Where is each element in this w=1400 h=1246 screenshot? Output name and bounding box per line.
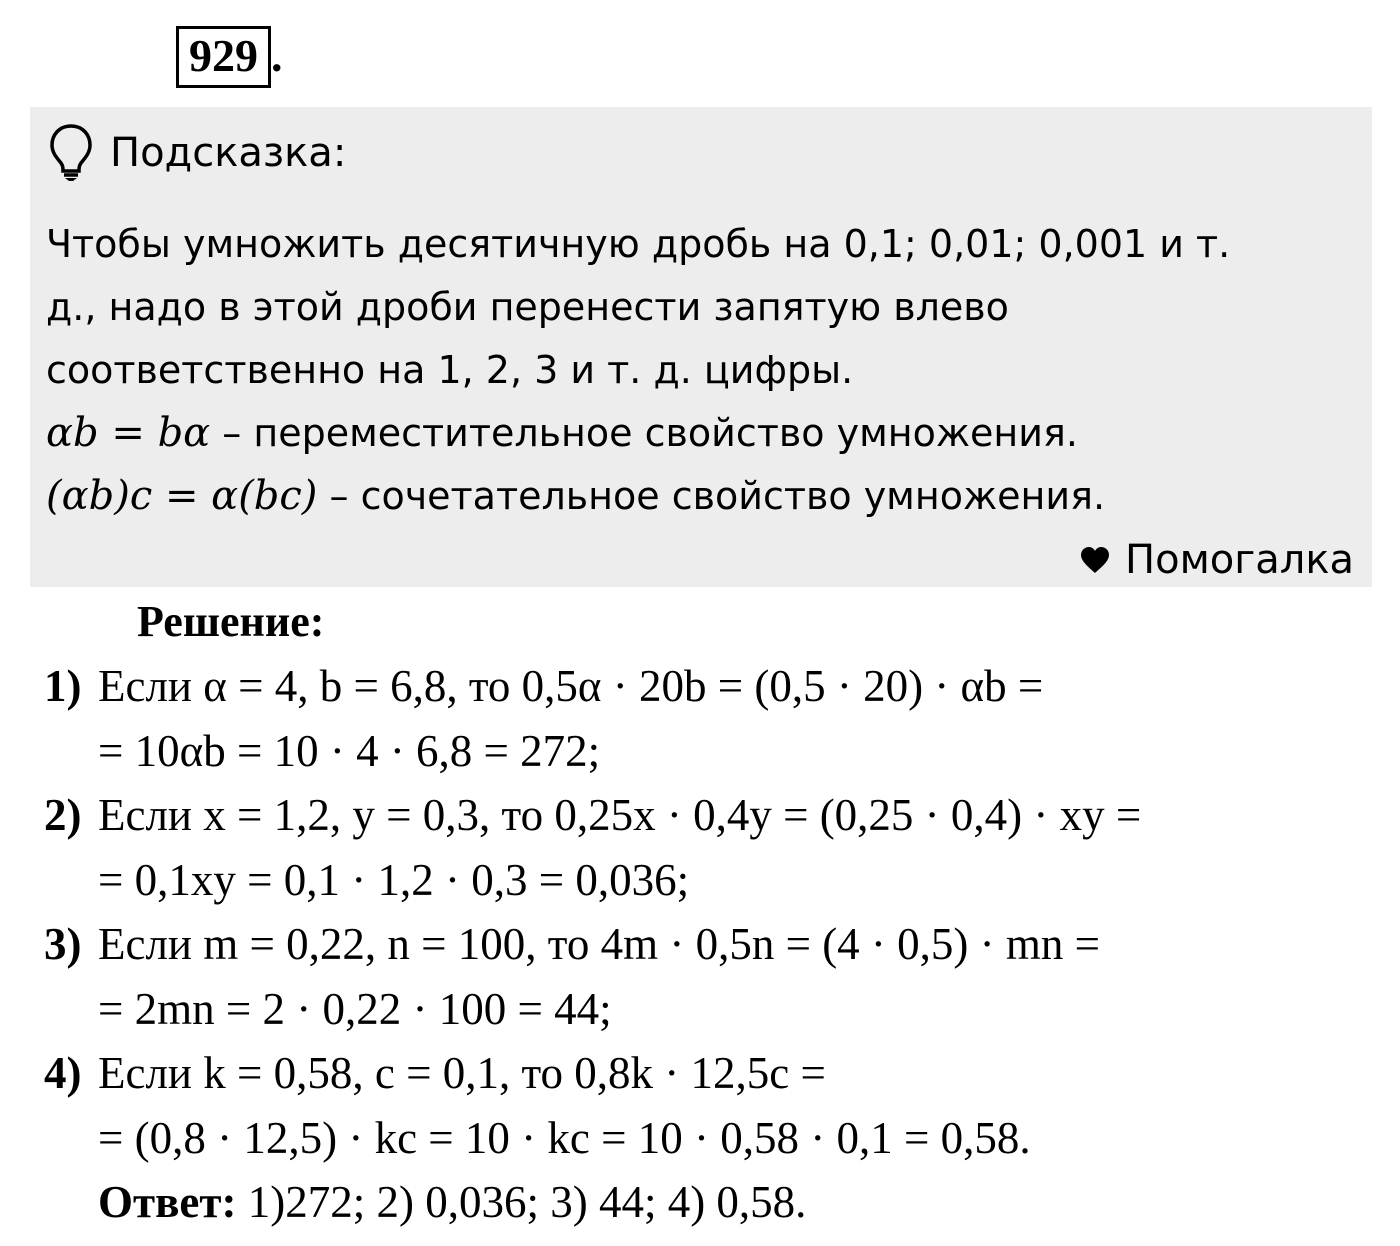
solution-item-1-line-2 — [44, 719, 1384, 784]
answer-line — [44, 1170, 1384, 1235]
item-text: Если α = 4, b = 6,8, то 0,5α · 20b = (0,5 · 20) · αb = — [98, 661, 1044, 711]
hint-line-2: д., надо в этой дроби перенести запятую влево — [46, 285, 1009, 329]
task-number-box: 929 — [176, 26, 271, 88]
solution-item-2-line-1 — [44, 783, 1384, 848]
solution-item-2-line-2 — [44, 848, 1384, 913]
hint-panel — [30, 107, 1372, 587]
solution-item-3-line-2 — [44, 977, 1384, 1042]
commutative-rule — [46, 402, 1356, 465]
hint-title: Подсказка: — [110, 130, 347, 176]
hint-header — [48, 123, 346, 183]
solution-item-4-line-2 — [44, 1106, 1384, 1171]
solution-title: Решение: — [137, 597, 325, 646]
solution-item-1-line-1 — [44, 654, 1384, 719]
answer-label: Ответ: — [98, 1177, 237, 1227]
item-text: Если k = 0,58, c = 0,1, то 0,8k · 12,5c = — [98, 1048, 826, 1098]
heart-icon — [1079, 546, 1111, 574]
item-number: 4) — [44, 1048, 82, 1098]
lightbulb-icon — [48, 123, 94, 183]
item-continuation: = 2mn = 2 · 0,22 · 100 = 44; — [98, 983, 612, 1034]
item-continuation: = (0,8 · 12,5) · kc = 10 · kc = 10 · 0,58 · 0,1 = 0,58. — [98, 1112, 1031, 1163]
task-number-dot: . — [271, 30, 283, 81]
item-number: 3) — [44, 919, 82, 969]
answer-text: 1)272; 2) 0,036; 3) 44; 4) 0,58. — [236, 1177, 807, 1227]
hint-line-3: соответственно на 1, 2, 3 и т. д. цифры. — [46, 348, 854, 392]
item-text: Если m = 0,22, n = 100, то 4m · 0,5n = (4 · 0,5) · mn = — [98, 919, 1101, 969]
item-text: Если x = 1,2, y = 0,3, то 0,25x · 0,4y = (0,25 · 0,4) · xy = — [98, 790, 1142, 840]
signature-text: Помогалка — [1125, 537, 1354, 583]
solution-item-3-line-1 — [44, 912, 1384, 977]
commutative-formula: αb = bα — [46, 410, 211, 456]
answer — [98, 1170, 806, 1235]
item-continuation: = 0,1xy = 0,1 · 1,2 · 0,3 = 0,036; — [98, 854, 690, 905]
solution — [44, 654, 1384, 1235]
associative-rule — [46, 465, 1356, 528]
item-number: 2) — [44, 790, 82, 840]
associative-formula: (αb)c = α(bc) — [46, 473, 318, 519]
hint-line-1: Чтобы умножить десятичную дробь на 0,1; 0,01; 0,001 и т. — [46, 222, 1231, 266]
commutative-text: – переместительное свойство умножения. — [210, 411, 1078, 455]
solution-item-4-line-1 — [44, 1041, 1384, 1106]
item-number: 1) — [44, 661, 82, 711]
item-continuation: = 10αb = 10 · 4 · 6,8 = 272; — [98, 725, 601, 776]
associative-text: – сочетательное свойство умножения. — [317, 474, 1106, 518]
hint-body — [46, 213, 1356, 528]
task-number — [176, 26, 283, 88]
signature — [1079, 537, 1354, 583]
